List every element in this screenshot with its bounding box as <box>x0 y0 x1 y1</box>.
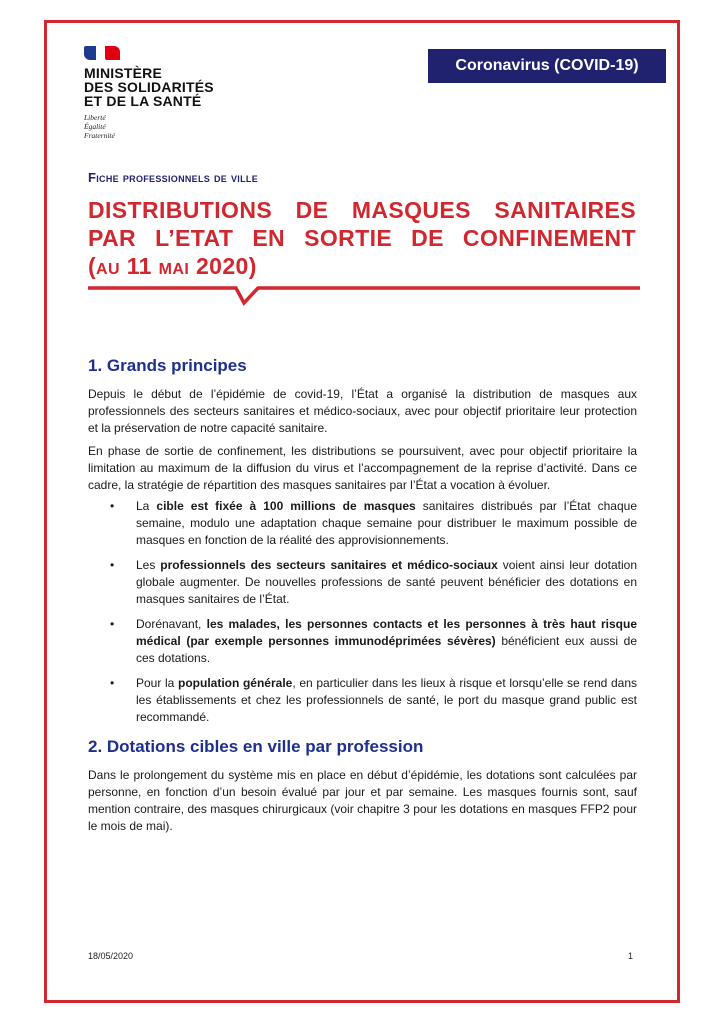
title-line: PAR L’ETAT EN SORTIE DE CONFINEMENT <box>88 225 636 251</box>
ministry-logo <box>84 46 214 140</box>
ministry-line: MINISTÈRE <box>84 65 163 81</box>
covid-badge: Coronavirus (COVID-19) <box>428 49 666 83</box>
text: Dorénavant, <box>136 617 207 631</box>
text: voient ainsi leur dotation globale augmenter. De nouvelles professions de santé peuvent bénéficier des dotations en masques sanitaires de l’État. <box>136 558 637 606</box>
text: bénéficient eux aussi de ces dotations. <box>136 634 637 665</box>
ministry-name <box>84 66 214 108</box>
footer-date: 18/05/2020 <box>88 951 134 961</box>
motto-line: Fraternité <box>84 131 115 140</box>
ministry-line: ET DE LA SANTÉ <box>84 93 202 109</box>
bold-text: cible est fixée à 100 millions de masques <box>156 499 416 513</box>
text: , en particulier dans les lieux à risque et lorsqu’elle se rend dans les établissements et chez les professionnels de santé, le port du masque grand public est recommandé. <box>136 676 638 724</box>
paragraph: Depuis le début de l’épidémie de covid-19, l’État a organisé la distribution de masques aux professionnels des secteurs sanitaires et médico-sociaux, avec pour objectif prioritaire leur protection et la préservation de notre capacité sanitaire. <box>88 387 637 435</box>
paragraph: Dans le prolongement du système mis en place en début d’épidémie, les dotations sont calculées par personne, en fonction d’un besoin évalué par jour et par semaine. Les masques fournis sont, sauf mention contraire, des masques chirurgicaux (voir chapitre 3 pour les dotations en masques FFP2 pour le mois de mai). <box>88 768 637 833</box>
page-number: 1 <box>628 951 634 961</box>
bold-text: les malades, les personnes contacts et les personnes à très haut risque médical (par exemple personnes immunodéprimées sévères) <box>136 617 637 648</box>
document-title <box>88 196 636 280</box>
motto-line: Liberté <box>84 113 106 122</box>
bullet-icon: • <box>110 676 115 690</box>
title-line: DISTRIBUTIONS DE MASQUES SANITAIRES <box>88 197 636 223</box>
text: sanitaires distribués par l’État chaque semaine, modulo une adaptation chaque semaine pour distribuer le maximum possible de masques en fonction de la réalité des approvisionnements. <box>136 499 638 547</box>
motto-line: Égalité <box>84 122 106 131</box>
bold-text: population générale <box>178 676 293 690</box>
list-item <box>88 498 637 549</box>
marianne-flag-icon <box>84 46 120 60</box>
principles-list <box>88 498 637 734</box>
bullet-icon: • <box>110 558 115 572</box>
section-heading: 2. Dotations cibles en ville par profession <box>88 737 424 756</box>
bold-text: professionnels des secteurs sanitaires et médico-sociaux <box>160 558 498 572</box>
text: Pour la <box>136 676 178 690</box>
bullet-icon: • <box>110 499 115 513</box>
list-item <box>88 557 637 608</box>
title-line: (au 11 mai 2020) <box>88 253 257 279</box>
list-item <box>88 675 637 726</box>
text: Les <box>136 558 161 572</box>
republic-motto <box>84 113 214 140</box>
paragraph: En phase de sortie de confinement, les distributions se poursuivent, avec pour objectif prioritaire la limitation au maximum de la diffusion du virus et l’accompagnement de la reprise d’activité. Dans ce cadre, la stratégie de répartition des masques sanitaires par l’État a vocation à évoluer. <box>88 444 637 492</box>
bullet-icon: • <box>110 617 115 631</box>
document-kicker: Fiche professionnels de ville <box>88 170 258 185</box>
list-item <box>88 616 637 667</box>
speech-bubble-divider <box>88 286 640 306</box>
ministry-line: DES SOLIDARITÉS <box>84 79 214 95</box>
section-heading: 1. Grands principes <box>88 356 247 375</box>
text: La <box>136 499 157 513</box>
